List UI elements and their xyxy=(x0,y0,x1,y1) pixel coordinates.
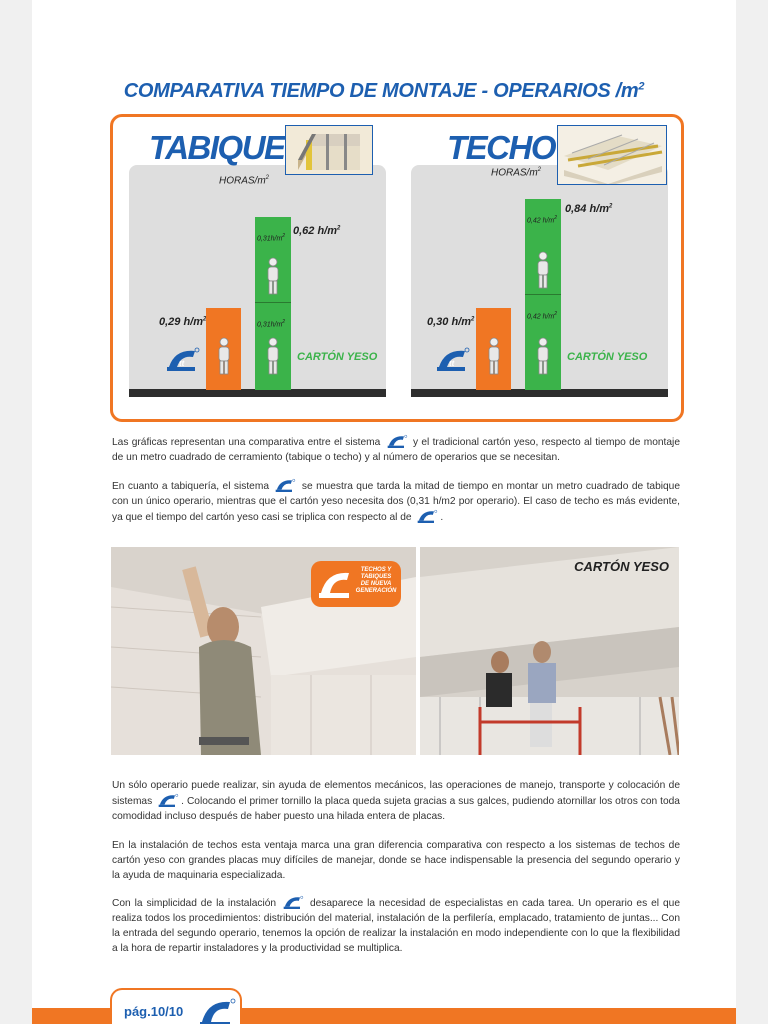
operario-icon xyxy=(265,257,281,295)
att-logo-icon xyxy=(435,345,471,375)
att-generation-badge xyxy=(311,561,401,607)
svg-text:tt: tt xyxy=(179,359,185,368)
techo-ground-line xyxy=(411,389,668,397)
att-logo-icon xyxy=(157,793,179,807)
att-logo-icon xyxy=(165,345,201,375)
operario-icon xyxy=(486,337,502,375)
att-logo-icon xyxy=(416,509,438,523)
techo-cartonyeso-value-label: 0,84 $h/m^2$ xyxy=(565,203,613,215)
badge-text: TECHOS Y TABIQUES DE NUEVA GENERACIÓN xyxy=(355,567,397,594)
techo-segment-top-label: 0,42 $h/m^2$ xyxy=(527,215,558,225)
techo-y-label: HORAS/$m^2$ xyxy=(491,167,542,179)
tabique-att-value-label: 0,29 $h/m^2$ xyxy=(159,316,207,328)
photo-label: CARTÓN YESO xyxy=(574,559,669,574)
svg-text:tt: tt xyxy=(213,1013,219,1023)
tabique-heading: TABIQUE xyxy=(149,129,285,166)
operario-icon xyxy=(216,337,232,375)
operario-icon xyxy=(535,251,551,289)
tabique-y-label: HORAS/$m^2$ xyxy=(219,175,270,187)
operario-icon xyxy=(535,337,551,375)
tabique-segment-bottom-label: $0,31h/m^2$ xyxy=(257,319,286,329)
paragraph-simplicidad: Con la simplicidad de la instalación desaparece la necesidad de especialistas en cada tarea. Un operario es el que realiza todos los procedimientos: distribución del material, instalación de la perfilería, emplacado, tratamiento de juntas... Con la entrada del segundo operario, tenemos la opción de realizar la instalación en modo independiente con lo que la flexibilidad a la hora de repartir instaladores y la productividad se multiplica. xyxy=(112,895,680,956)
comparison-chart-frame xyxy=(110,114,684,422)
page-number: pág.10/10 xyxy=(124,1004,184,1019)
paragraph-un-operario: Un sólo operario puede realizar, sin ayuda de elementos mecánicos, las operaciones de manejo, transporte y colocación de sistemas . Colocando el primer tornillo la placa queda sujeta gracias a sus galces, pudiendo atornillar los otros con toda comodidad incluso después de haber puesto una hilada entera de placas. xyxy=(112,780,680,822)
paragraph-intro: Las gráficas representan una comparativa entre el sistema y el tradicional cartón yeso, respecto al tiempo de montaje de un metro cuadrado de cerramiento (tabique o techo) y al número de operarios que se necesitan. xyxy=(112,434,680,465)
att-logo-icon xyxy=(282,895,304,909)
techo-thumbnail xyxy=(557,125,667,185)
att-logo-icon xyxy=(386,434,408,448)
att-logo-icon xyxy=(198,996,236,1024)
paragraph-techos: En la instalación de techos esta ventaja marca una gran diferencia comparativa con respecto a los sistemas de techos de cartón yeso con grandes placas muy difíciles de manejar, donde se hace indispensable la presencia del segundo operario y la ayuda de maquinaria especializada. xyxy=(112,840,680,881)
photo-att-installation xyxy=(111,547,416,755)
techo-cartonyeso-label: CARTÓN YESO xyxy=(567,351,648,363)
paragraph-tabiqueria: En cuanto a tabiquería, el sistema se muestra que tarda la mitad de tiempo en montar un metro cuadrado de tabique con un único operario, mientras que el cartón yeso necesita dos (0,31 h/m2 por operario). El caso de techo es más evidente, ya que el tiempo del cartón yeso casi se triplica con respecto al de . xyxy=(112,478,680,525)
tabique-cartonyeso-value-label: 0,62 $h/m^2$ xyxy=(293,225,341,237)
techo-heading: TECHO xyxy=(447,129,555,166)
operario-icon xyxy=(265,337,281,375)
page-title: COMPARATIVA TIEMPO DE MONTAJE - OPERARIOS $/m^2$ xyxy=(123,80,645,102)
footer-page-tab xyxy=(110,988,242,1024)
photo-carton-yeso-installation xyxy=(420,547,679,755)
tabique-cartonyeso-label: CARTÓN YESO xyxy=(297,351,378,363)
tabique-thumbnail xyxy=(285,125,373,175)
svg-text:tt: tt xyxy=(449,359,455,368)
tabique-ground-line xyxy=(129,389,386,397)
techo-att-value-label: 0,30 $h/m^2$ xyxy=(427,316,475,328)
att-logo-icon xyxy=(274,478,296,492)
page xyxy=(32,0,736,1024)
tabique-segment-top-label: $0,31h/m^2$ xyxy=(257,233,286,243)
att-logo-icon xyxy=(317,567,353,601)
techo-segment-bottom-label: 0,42 $h/m^2$ xyxy=(527,311,558,321)
